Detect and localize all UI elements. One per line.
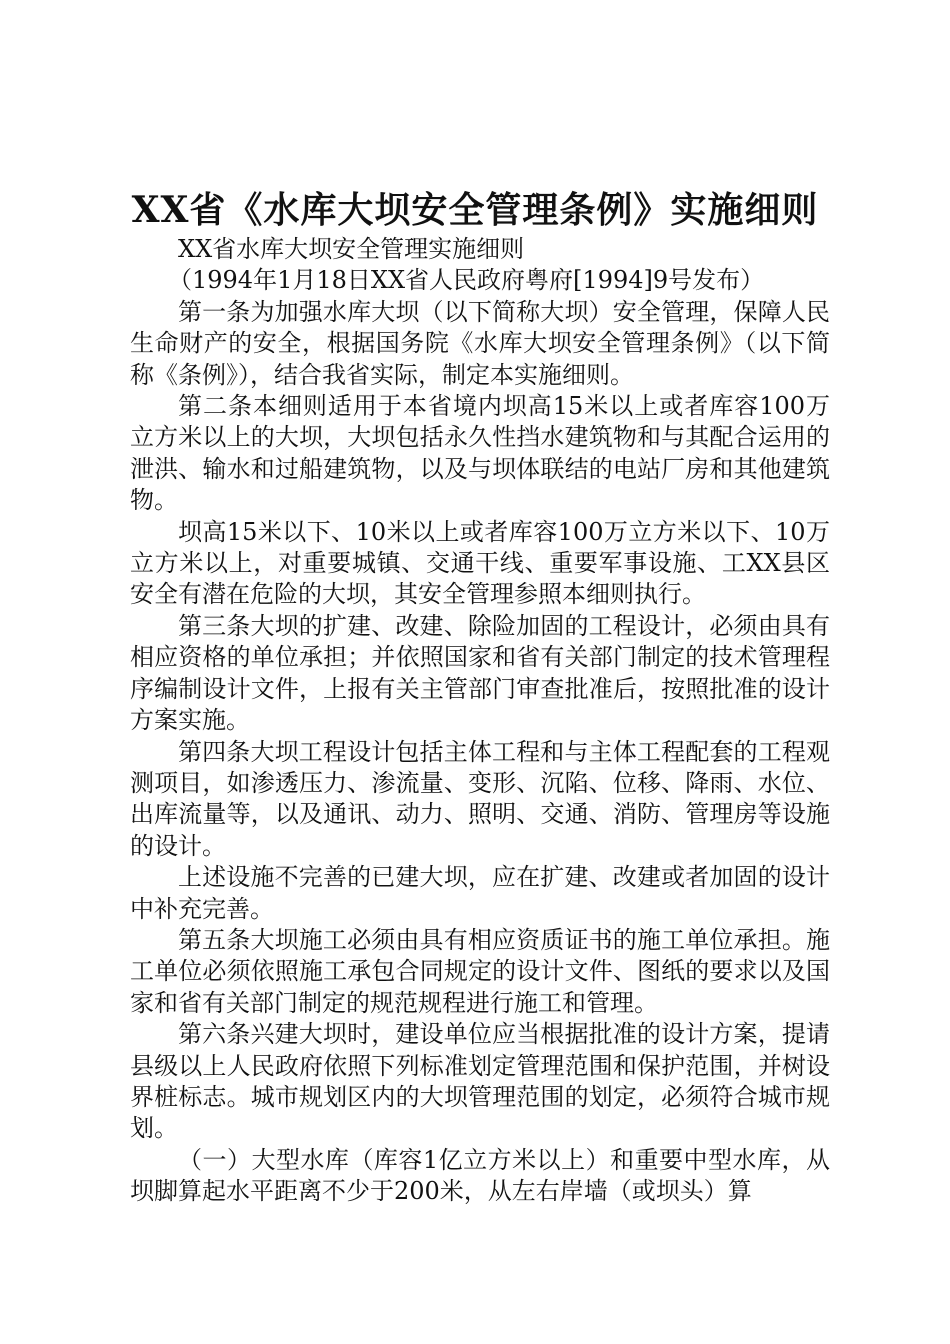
document-subtitle: XX省水库大坝安全管理实施细则 (178, 235, 525, 263)
article-6-paragraph: 第六条兴建大坝时，建设单位应当根据批准的设计方案，提请县级以上人民政府依照下列标准划定管理范围和保护范围，并树设界桩标志。城市规划区内的大坝管理范围的划定，必须符合城市规划。 (130, 1020, 830, 1143)
issuance-note: （1994年1月18日XX省人民政府粤府[1994]9号发布） (168, 266, 765, 295)
document-body (130, 234, 830, 1208)
article-2-supplement-paragraph: 坝高15米以下、10米以上或者库容100万立方米以下、10万立方米以上，对重要城镇、交通干线、重要军事设施、工XX县区安全有潜在危险的大坝，其安全管理参照本细则执行。 (130, 517, 830, 609)
article-2-paragraph: 第二条本细则适用于本省境内坝高15米以上或者库容100万立方米以上的大坝，大坝包括永久性挡水建筑物和与其配合运用的泄洪、输水和过船建筑物，以及与坝体联结的电站厂房和其他建筑物。 (130, 392, 830, 515)
article-5-paragraph: 第五条大坝施工必须由具有相应资质证书的施工单位承担。施工单位必须依照施工承包合同规定的设计文件、图纸的要求以及国家和省有关部门制定的规范规程进行施工和管理。 (130, 925, 830, 1017)
article-6-item-1-paragraph: （一）大型水库（库容1亿立方米以上）和重要中型水库，从坝脚算起水平距离不少于200米，从左右岸墙（或坝头）算 (130, 1145, 830, 1206)
document-title: XX省《水库大坝安全管理条例》实施细则 (131, 189, 819, 231)
article-4-paragraph: 第四条大坝工程设计包括主体工程和与主体工程配套的工程观测项目，如渗透压力、渗流量、变形、沉陷、位移、降雨、水位、出库流量等，以及通讯、动力、照明、交通、消防、管理房等设施的设计。 (130, 737, 830, 860)
article-3-paragraph: 第三条大坝的扩建、改建、除险加固的工程设计，必须由具有相应资格的单位承担；并依照国家和省有关部门制定的技术管理程序编制设计文件，上报有关主管部门审查批准后，按照批准的设计方案实施。 (130, 611, 830, 735)
article-4-supplement-paragraph: 上述设施不完善的已建大坝，应在扩建、改建或者加固的设计中补充完善。 (130, 863, 830, 923)
article-1-paragraph: 第一条为加强水库大坝（以下简称大坝）安全管理，保障人民生命财产的安全，根据国务院《水库大坝安全管理条例》（以下简称《条例》），结合我省实际，制定本实施细则。 (130, 297, 830, 389)
